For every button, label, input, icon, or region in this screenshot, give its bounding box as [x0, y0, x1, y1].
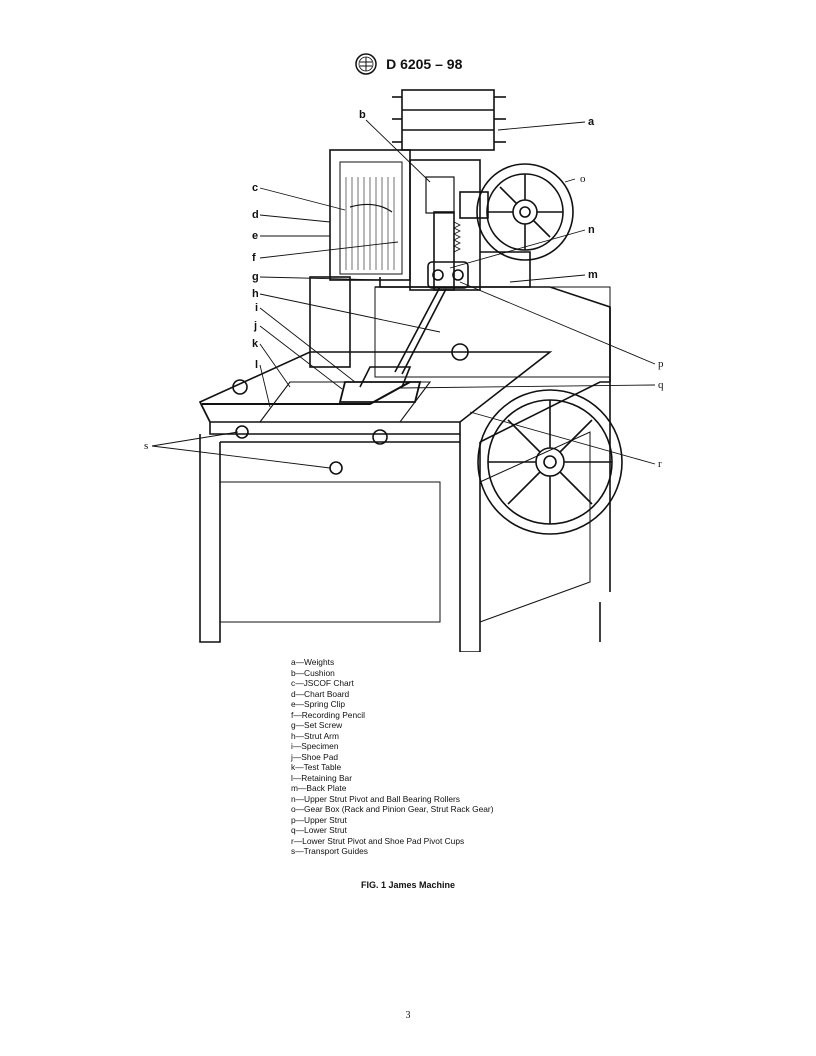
legend-item: d—Chart Board — [291, 688, 350, 699]
page-header — [0, 52, 816, 76]
callout-c: c — [252, 182, 259, 194]
legend-item: a—Weights — [291, 657, 335, 667]
legend-item: g—Set Screw — [291, 720, 343, 730]
astm-logo-icon — [354, 52, 378, 76]
callout-k: k — [252, 338, 259, 350]
legend-item: e—Spring Clip — [291, 699, 345, 709]
machine-drawing — [130, 82, 690, 652]
callout-j: j — [254, 320, 258, 332]
callout-b: b — [359, 109, 366, 121]
callout-e: e — [252, 230, 259, 242]
callout-s: s — [144, 440, 149, 452]
legend-item: k—Test Table — [291, 762, 342, 772]
legend-item: i—Specimen — [291, 741, 339, 751]
legend-item: s—Transport Guides — [291, 846, 368, 856]
legend-item: f—Recording Pencil — [291, 709, 366, 720]
callout-h: h — [252, 288, 259, 300]
callout-r: r — [658, 458, 662, 470]
callout-q: q — [658, 379, 664, 391]
legend-item: h—Strut Arm — [291, 730, 339, 741]
legend-item: o—Gear Box (Rack and Pinion Gear, Strut Rack Gear) — [291, 804, 494, 814]
legend-item: q—Lower Strut — [291, 825, 347, 835]
callout-i: i — [255, 302, 259, 314]
callout-d: d — [252, 209, 259, 221]
callout-f: f — [252, 252, 256, 264]
legend-item: l—Retaining Bar — [291, 772, 352, 783]
figure-legend — [291, 657, 493, 857]
callout-n: n — [588, 224, 595, 236]
legend-item: n—Upper Strut Pivot and Ball Bearing Rollers — [291, 793, 460, 804]
figure-caption: FIG. 1 James Machine — [360, 880, 456, 890]
document-id: D 6205 – 98 — [386, 56, 463, 72]
callout-p: p — [658, 358, 664, 370]
callout-l: l — [255, 359, 259, 371]
legend-item: m—Back Plate — [291, 783, 347, 793]
legend-item: r—Lower Strut Pivot and Shoe Pad Pivot Cups — [291, 835, 465, 846]
legend-item: c—JSCOF Chart — [291, 678, 354, 688]
james-machine-figure — [130, 82, 690, 652]
callout-a: a — [588, 116, 595, 128]
page-number: 3 — [405, 1010, 411, 1021]
legend-item: p—Upper Strut — [291, 814, 347, 825]
callout-o: o — [580, 173, 586, 185]
callout-g: g — [252, 271, 259, 283]
legend-item: b—Cushion — [291, 667, 335, 678]
callout-m: m — [588, 269, 598, 281]
legend-item: j—Shoe Pad — [291, 751, 339, 762]
